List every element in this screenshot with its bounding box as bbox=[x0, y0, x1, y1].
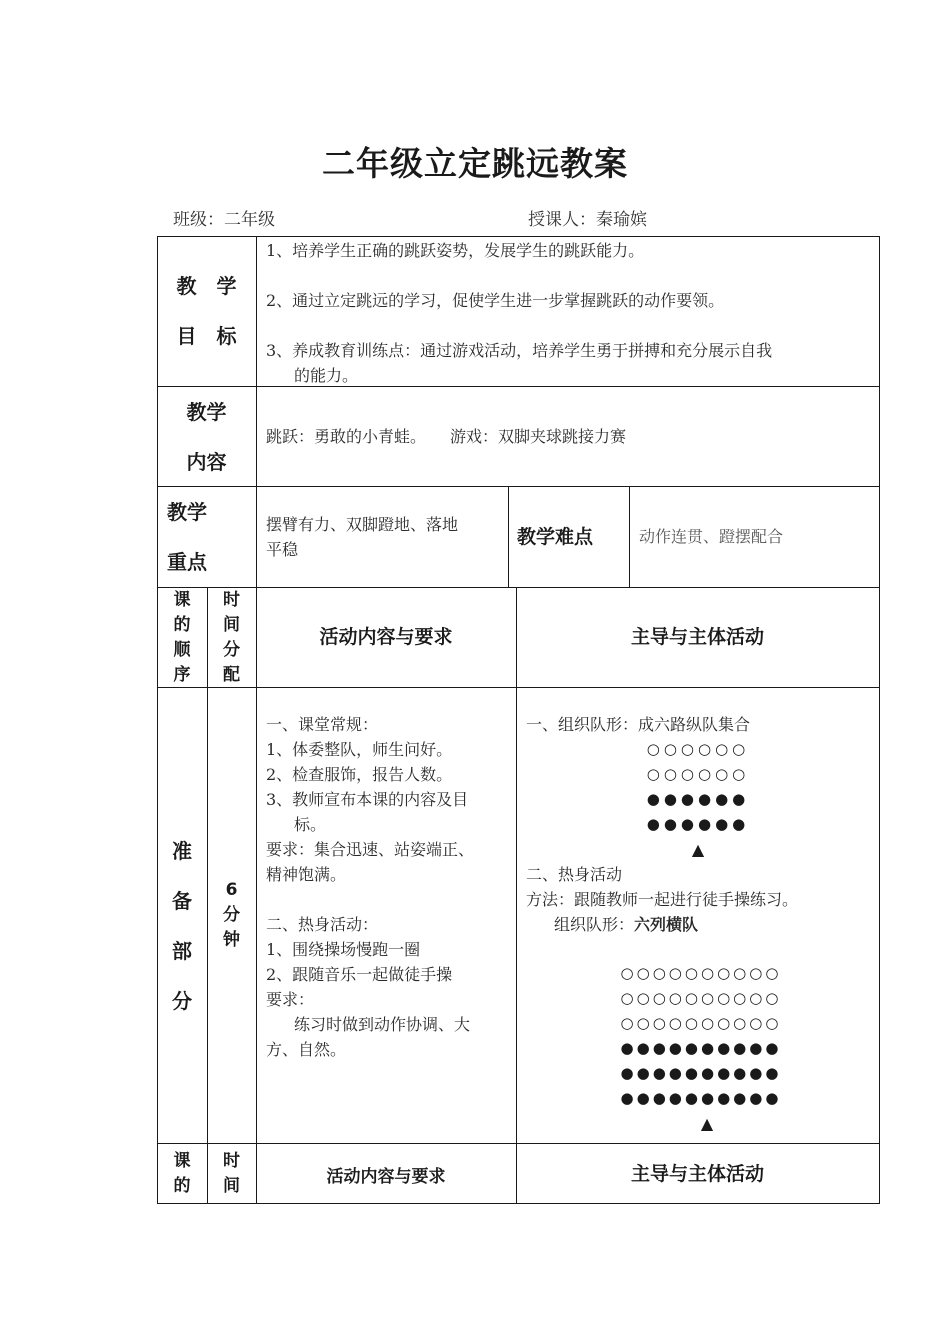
footer-header-sequence: 课 的 bbox=[173, 1151, 191, 1196]
teacher-marker-icon: ▲ bbox=[691, 840, 705, 859]
formation-rows: ○○○○○○○○○○ ○○○○○○○○○○ ○○○○○○○○○○ ●●●●●●●●●● ●●●●●●●●●● ●●●●●●●●●● bbox=[620, 964, 782, 1107]
objective-item: 2、通过立定跳远的学习，促使学生进一步掌握跳跃的动作要领。 bbox=[266, 291, 725, 310]
teacher-marker-icon: ▲ bbox=[700, 1114, 714, 1133]
teacher-info: 授课人：秦瑜嫔 bbox=[528, 210, 647, 230]
objective-item: 1、培养学生正确的跳跃姿势，发展学生的跳跃能力。 bbox=[266, 241, 645, 260]
document-title: 二年级立定跳远教案 bbox=[322, 144, 628, 183]
footer-header-time: 时 间 bbox=[223, 1151, 240, 1196]
header-guidance: 主导与主体活动 bbox=[630, 626, 764, 648]
difficulty-text: 动作连贯、蹬摆配合 bbox=[639, 527, 784, 546]
objective-item: 的能力。 bbox=[294, 366, 359, 385]
content-text: 跳跃：勇敢的小青蛙。 游戏：双脚夹球跳接力赛 bbox=[266, 427, 627, 446]
difficulty-label: 教学难点 bbox=[517, 526, 594, 548]
section-prep: 准 备 部 分 bbox=[172, 839, 192, 1013]
formation-column: ○○○○○○ ○○○○○○ ●●●●●● ●●●●●● bbox=[646, 740, 750, 833]
prep-time: 6 分 钟 bbox=[223, 880, 240, 950]
objectives-label: 教 学 目 标 bbox=[176, 274, 237, 348]
objective-item: 3、养成教育训练点：通过游戏活动，培养学生勇于拼搏和充分展示自我 bbox=[266, 341, 773, 360]
focus-text: 摆臂有力、双脚蹬地、落地 平稳 bbox=[266, 515, 459, 559]
header-sequence: 课 的 顺 序 bbox=[173, 590, 191, 685]
prep-activities: 一、课堂常规： 1、体委整队，师生问好。 2、检查服饰，报告人数。 3、教师宣布本课的内容及目 标。 要求：集合迅速、站姿端正、 精神饱满。 二、热身活动： 1、围绕操场慢跑一圈 2、跟随音乐一起做徒手操 要求： 练习时做到动作协调、大 方、自然。 bbox=[266, 715, 475, 1059]
footer-header-activities: 活动内容与要求 bbox=[326, 1167, 446, 1187]
prep-guidance: 一、组织队形：成六路纵队集合 bbox=[526, 715, 751, 734]
header-activities: 活动内容与要求 bbox=[319, 626, 453, 648]
class-info: 班级：二年级 bbox=[173, 210, 275, 230]
warmup-guidance: 二、热身活动 方法：跟随教师一起进行徒手操练习。 组织队形：六列横队 bbox=[526, 865, 799, 934]
header-time: 时 间 分 配 bbox=[223, 590, 240, 685]
objectives-list bbox=[266, 238, 876, 388]
footer-header-guidance: 主导与主体活动 bbox=[630, 1163, 764, 1185]
content-label: 教学 内容 bbox=[186, 400, 227, 474]
focus-label: 教学 重点 bbox=[167, 500, 207, 574]
